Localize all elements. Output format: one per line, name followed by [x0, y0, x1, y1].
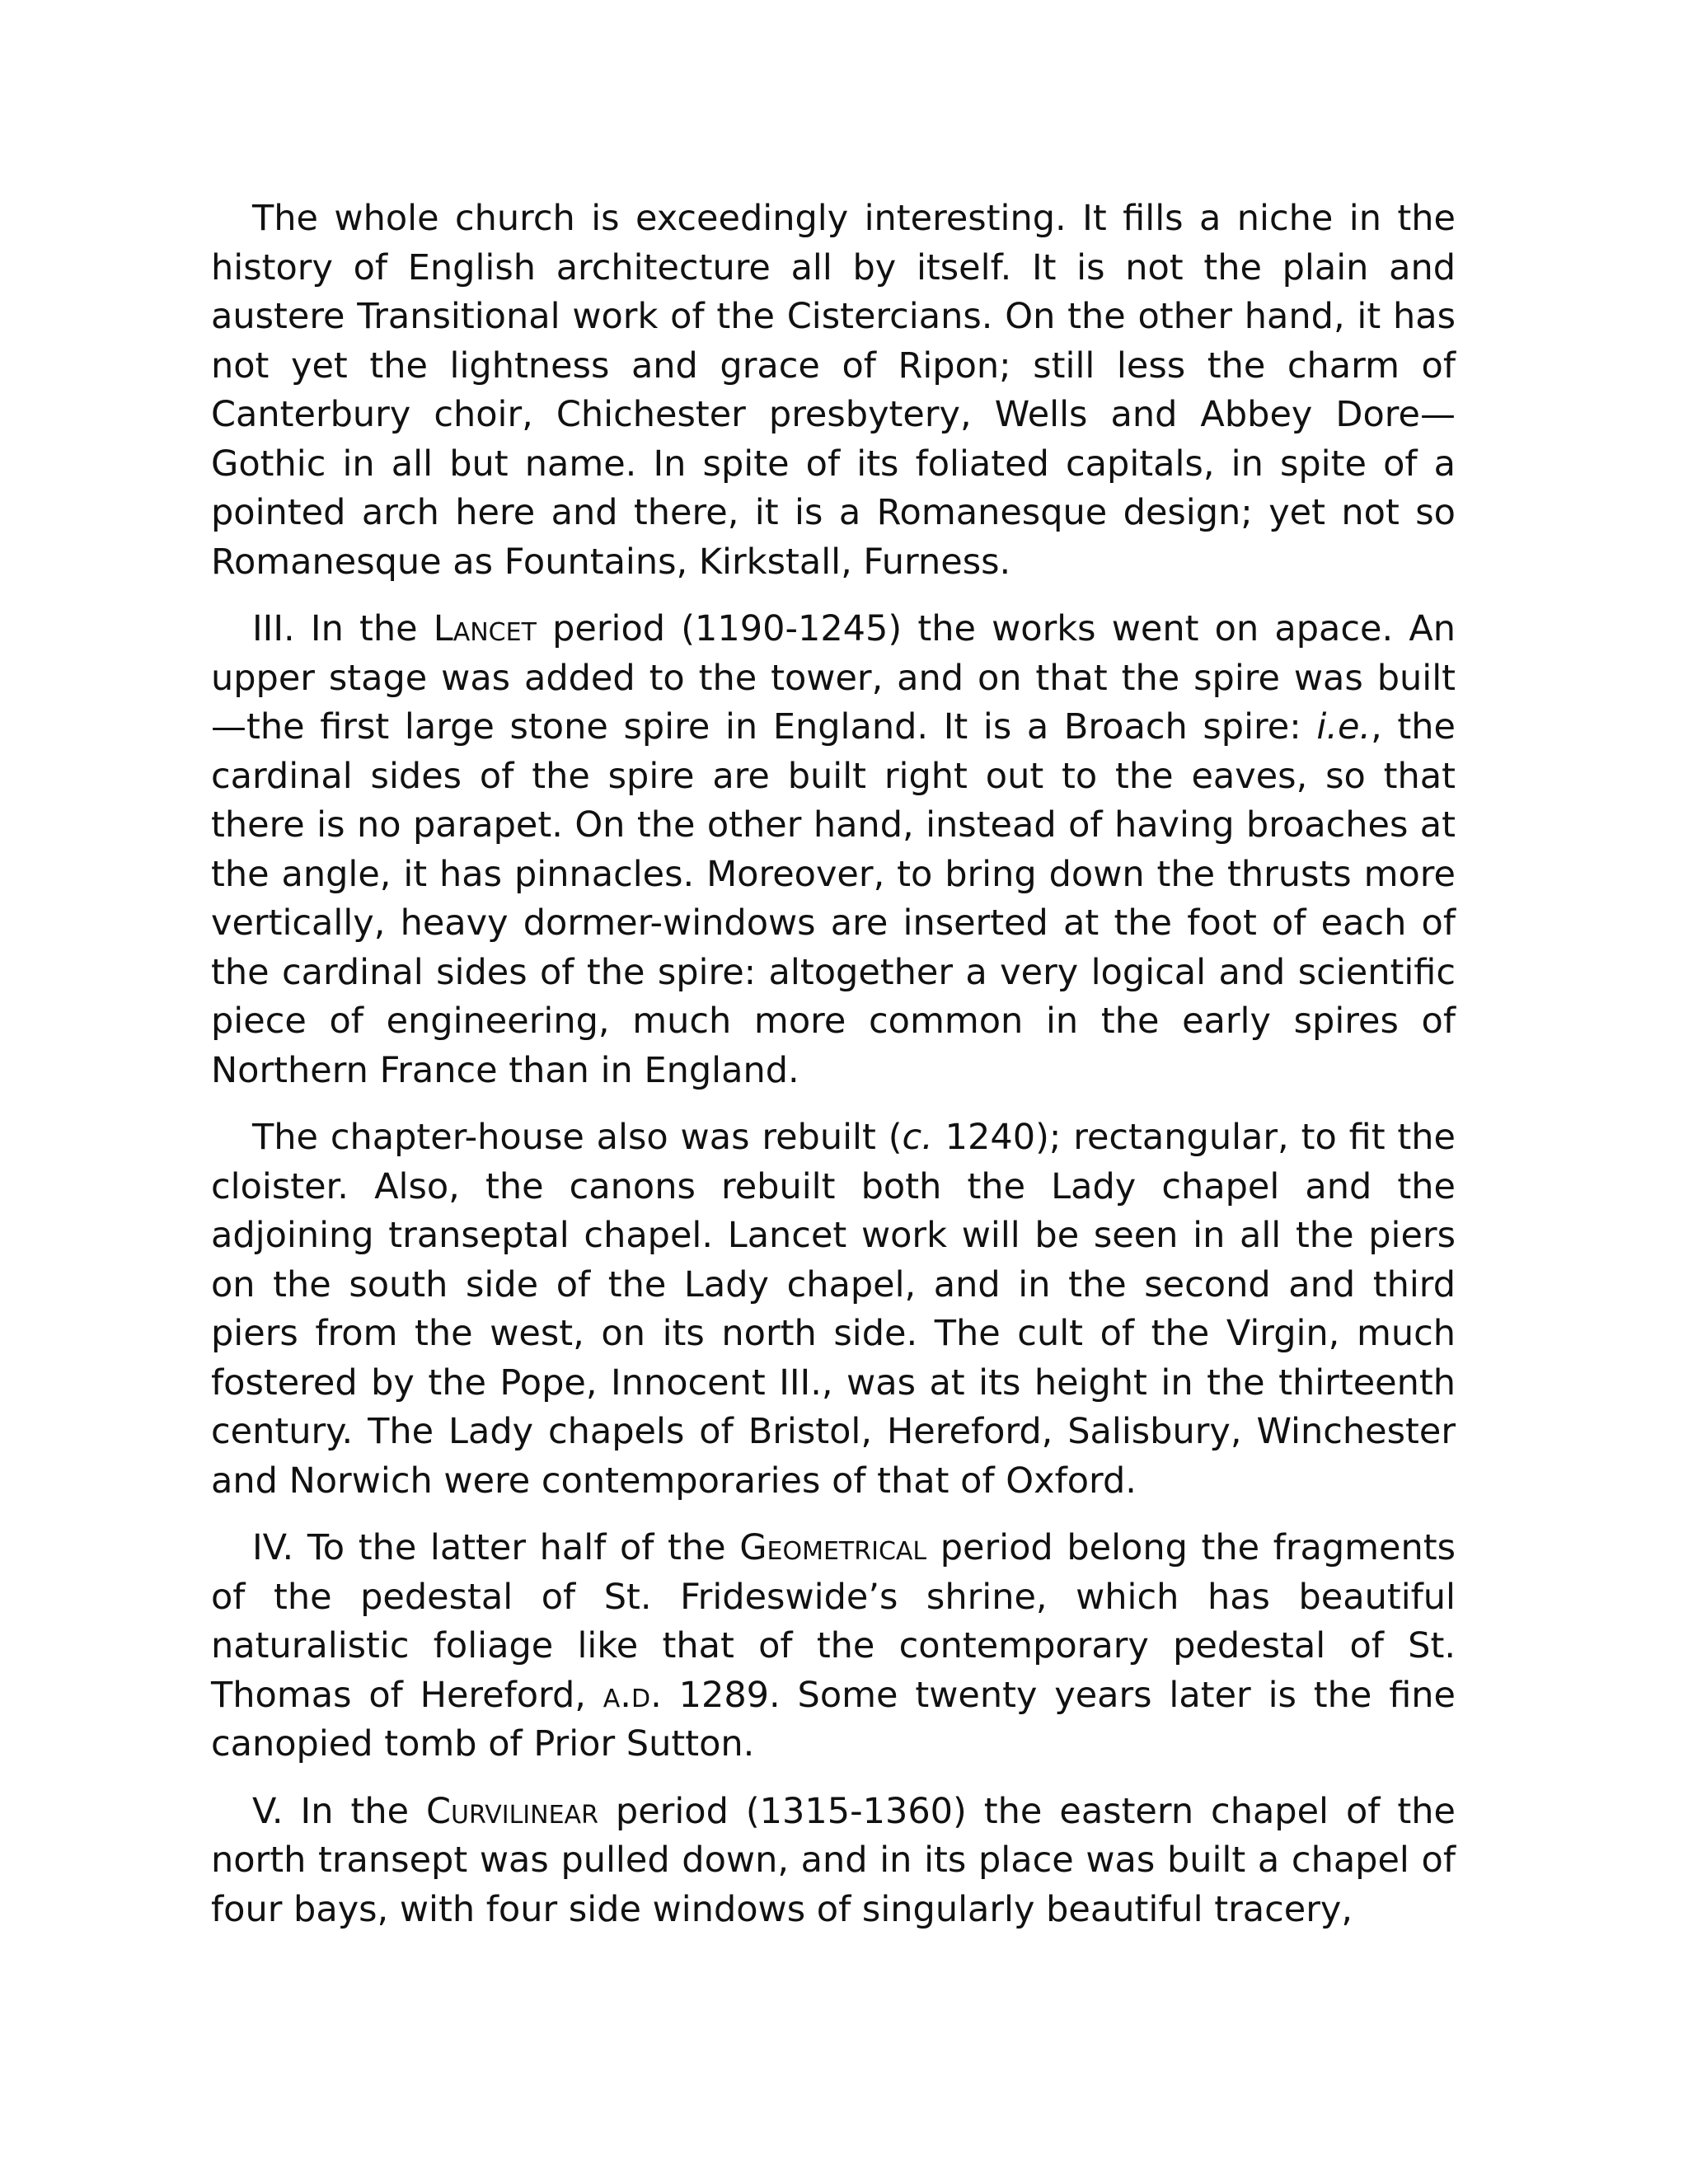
era-abbreviation: a.d.	[603, 1674, 662, 1716]
paragraph-text: period (1315-1360) the eastern chapel of the north transept was pulled down, and in its place was built a chapel of four bays, with four side windows of singularly beautiful tracery,	[211, 1790, 1456, 1930]
period-name-curvilinear: Curvilinear	[426, 1790, 598, 1832]
paragraph-text: The whole church is exceedingly interesting. It fills a niche in the history of English architecture all by itself. It is not the plain and austere Transitional work of the Cistercians. On the other hand, it has not yet the lightness and grace of Ripon; still less the charm of Canterbury choir, Chichester presbytery, Wells and Abbey Dore—Gothic in all but name. In spite of its foliated capitals, in spite of a pointed arch here and there, it is a Romanesque design; yet not so Romanesque as Fountains, Kirkstall, Furness.	[211, 198, 1456, 583]
period-name-lancet: Lancet	[433, 608, 537, 649]
paragraph-text: The chapter-house also was rebuilt (	[252, 1117, 903, 1158]
paragraph-curvilinear-period	[211, 1788, 1456, 1935]
paragraph-text: 1289. Some twenty years later is the fine canopied tomb of Prior Sutton.	[211, 1674, 1456, 1765]
paragraph-text: period (1190-1245) the works went on apace. An upper stage was added to the tower, and on that the spire was built —the first large stone spire in England. It is a Broach spire:	[211, 608, 1456, 748]
italic-abbreviation: c.	[902, 1117, 933, 1158]
paragraph-chapter-house	[211, 1113, 1456, 1506]
paragraph-text: 1240); rectangular, to fit the cloister. Also, the canons rebuilt both the Lady chapel and the adjoining transeptal chapel. Lancet work will be seen in all the piers on the south side of the Lady chapel, and in the second and third piers from the west, on its north side. The cult of the Virgin, much fostered by the Pope, Innocent III., was at its height in the thirteenth century. The Lady chapels of Bristol, Hereford, Salisbury, Winchester and Norwich were contemporaries of that of Oxford.	[211, 1117, 1456, 1502]
paragraph-text: , the cardinal sides of the spire are built right out to the eaves, so that there is no parapet. On the other hand, instead of having broaches at the angle, it has pinnacles. Moreover, to bring down the thrusts more vertically, heavy dormer-windows are inserted at the foot of each of the cardinal sides of the spire: altogether a very logical and scientific piece of engineering, much more common in the early spires of Northern France than in England.	[211, 706, 1456, 1091]
paragraph-geometrical-period	[211, 1524, 1456, 1769]
period-name-geometrical: Geometrical	[739, 1527, 927, 1568]
paragraph-text: IV. To the latter half of the	[252, 1527, 740, 1568]
document-page	[211, 194, 1456, 1952]
paragraph-lancet-period	[211, 605, 1456, 1095]
paragraph-text: V. In the	[252, 1790, 427, 1832]
italic-abbreviation: i.e.	[1316, 706, 1372, 748]
paragraph-text: III. In the	[252, 608, 434, 649]
paragraph-intro	[211, 194, 1456, 587]
paragraph-text: period belong the fragments of the pedestal of St. Frideswide’s shrine, which has beautiful naturalistic foliage like that of the contemporary pedestal of St. Thomas of Hereford,	[211, 1527, 1456, 1716]
